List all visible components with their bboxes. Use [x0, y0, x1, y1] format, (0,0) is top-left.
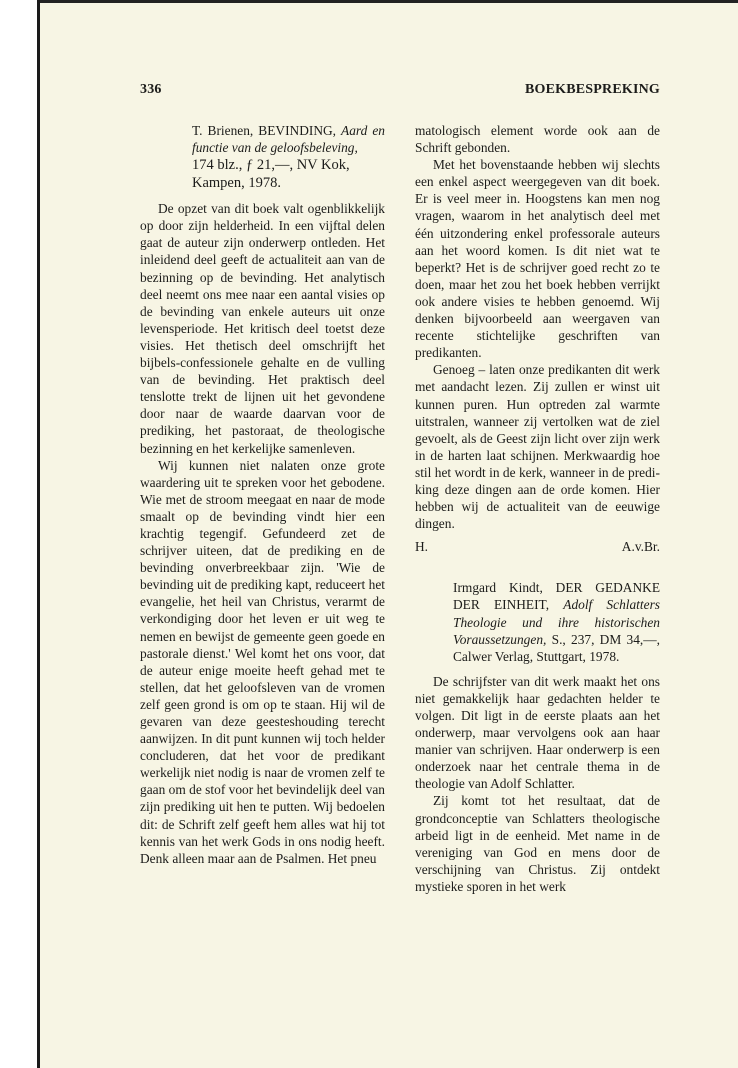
- review1-paragraph: De opzet van dit boek valt ogenblikkelijk op door zijn helderheid. In een vijftal delen gaat de auteur zijn onderwerp ontleden. Het inleidend deel geeft de actualiteit aan van de bezinning op de bevinding. Het analytisch deel neemt ons mee naar een aantal visies op de bevinding van enkele auteurs uit onze levensperiode. Het kritisch deel toetst deze visies. Het thetisch deel omschrijft het bijbels-confessionele gehalte en de vulling van de bevinding. Het praktisch deel tenslotte trekt de lijnen uit het gevondene door naar de waarde daarvan voor de prediking, het pastoraat, de theologische bezinning en het kerkelijke samenleven.: [140, 201, 385, 456]
- review1-paragraph: Wij kunnen niet nalaten onze grote waardering uit te spreken voor het gebodene. Wie met de stroom meegaat en naar de mode smaalt op de bevinding vindt hier een krachtig tegengif. Gefundeerd zet de schrijver uiteen, dat de prediking en de bevinding onverbreekbaar zijn. 'Wie de bevinding uit de prediking kapt, reduceert het evangelie, het heil van Christus, verarmt de verkondiging door het leven er uit weg te nemen en bewijst de gemeente geen goede en pastorale dienst.' Wel komt het ons voor, dat de auteur enige moeite heeft gehad met te stellen, dat het geloofsleven van de vromen zelf geen grond is om op te staan. Hij wil de gevaren van deze geesteshouding terecht aanwijzen. In dit punt kunnen wij toch helder concluderen, dat het voor de predikant werkelijk niet nodig is naar de vromen zelf te gaan om de stof voor het bevindelijk deel van zijn prediking uit hen te putten. Wij bedoelen dit: de Schrift zelf geeft hem alles wat hij tot kennis van het werk Gods in ons nodig heeft. Denk alleen maar aan de Psalmen. Het pneu: [140, 457, 385, 866]
- signature-initial: H.: [415, 539, 429, 555]
- review1-paragraph: matologisch element worde ook aan de Schrift gebonden.: [415, 123, 660, 156]
- page-number: 336: [140, 82, 162, 97]
- section-title: BOEKBESPREKING: [524, 82, 660, 97]
- review1-pub-line2: Kampen, 1978.: [192, 175, 281, 192]
- review2-paragraph: Zij komt tot het resultaat, dat de grondconceptie van Schlatters theologische arbeid ligt in de eenheid. Met name in de vereniging van God en mens door de verschijning van Christus. Zij ontdekt mystieke sporen in het werk: [415, 793, 660, 894]
- review2-paragraph: De schrijfster van dit werk maakt het ons niet gemakkelijk haar gedachten helder te volgen. Dit ligt in de eerste plaats aan het onderwerp, maar vervolgens ook aan haar manier van schrijven. Haar onderwerp is een onderzoek naar het centrale thema in de theologie van Adolf Schlatter.: [415, 673, 660, 792]
- right-column: [415, 122, 660, 895]
- review1-signature: [415, 538, 660, 555]
- signature-reviewer: A.v.Br.: [621, 539, 660, 555]
- left-column: [140, 122, 385, 867]
- review1-title: Aard en functie van de geloofsbeleving,: [192, 123, 385, 156]
- review1-pub-line1: 174 blz., ƒ 21,—, NV Kok,: [192, 157, 350, 174]
- scan-left-margin: [0, 0, 40, 1068]
- review2-pub: S., 237, DM 34,—, Calwer Verlag, Stuttgart, 1978.: [453, 631, 660, 664]
- review2-reference: [453, 579, 660, 664]
- review1-paragraph: Genoeg – laten onze predikanten dit werk met aandacht lezen. Zij zullen er winst uit kunnen puren. Hun optreden zal warmte uitstralen, wanneer zij vertolken wat de ziel gevoelt, als de Geest zijn licht over zijn werk in de harten laat schijnen. Merkwaardig hoe stil het wordt in de kerk, wanneer in de prediking deze dingen aan de orde komen. Hier hebben wij de actualiteit van de eeuwige dingen.: [415, 362, 660, 532]
- review1-reference: [192, 122, 385, 192]
- review1-author: T. Brienen, BEVINDING,: [192, 123, 337, 138]
- review2-author: Irmgard Kindt, DER GEDANKE DER EINHEIT,: [453, 580, 660, 613]
- review1-paragraph: Met het bovenstaande hebben wij slechts een enkel aspect weergegeven van dit boek. Er is veel meer in. Hoogstens kan men nog vragen, waarom in het analytisch deel met één uitzondering enkel professorale auteurs aan het woord komen. Is dit niet wat te beperkt? Het is de schrijver goed recht zo te doen, maar het zou het boek hebben verrijkt ook andere visies te hebben genoemd. Wij denken bijvoorbeeld aan weergaven van recente stichtelijke geschriften van predikanten.: [415, 157, 660, 361]
- running-head: [140, 82, 660, 100]
- review2-title: Adolf Schlatters Theologie und ihre historischen Voraussetzungen,: [453, 597, 660, 647]
